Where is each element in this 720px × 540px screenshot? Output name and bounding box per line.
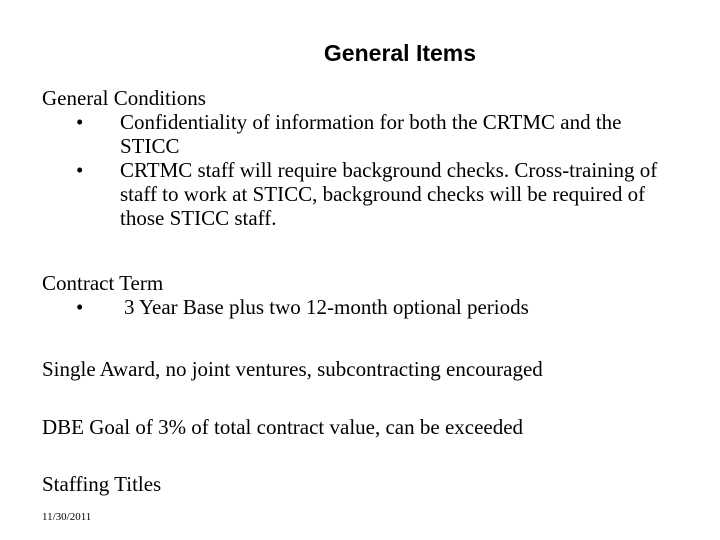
section-staffing-titles <box>42 472 700 496</box>
bullet-text: 3 Year Base plus two 12-month optional periods <box>124 295 529 319</box>
bullet-item <box>42 295 700 319</box>
section-heading: Single Award, no joint ventures, subcontracting encouraged <box>42 357 543 381</box>
bullet-icon: • <box>76 158 84 182</box>
bullet-item <box>42 110 700 158</box>
section-heading: Staffing Titles <box>42 472 162 496</box>
section-heading: General Conditions <box>42 86 206 110</box>
section-heading: Contract Term <box>42 271 164 295</box>
section-dbe-goal <box>42 415 700 439</box>
bullet-icon: • <box>76 110 84 134</box>
section-contract-term <box>42 271 700 319</box>
bullet-icon: • <box>76 295 84 319</box>
bullet-item <box>42 158 700 230</box>
section-general-conditions <box>42 86 700 230</box>
slide-title: General Items <box>323 40 477 66</box>
bullet-text: Confidentiality of information for both the CRTMC and the STICC <box>120 110 622 158</box>
section-single-award <box>42 357 700 381</box>
section-heading: DBE Goal of 3% of total contract value, can be exceeded <box>42 415 524 439</box>
bullet-text: CRTMC staff will require background checks. Cross-training of staff to work at STICC, background checks will be required of those STICC staff. <box>120 158 658 230</box>
footer-date: 11/30/2011 <box>42 511 92 523</box>
